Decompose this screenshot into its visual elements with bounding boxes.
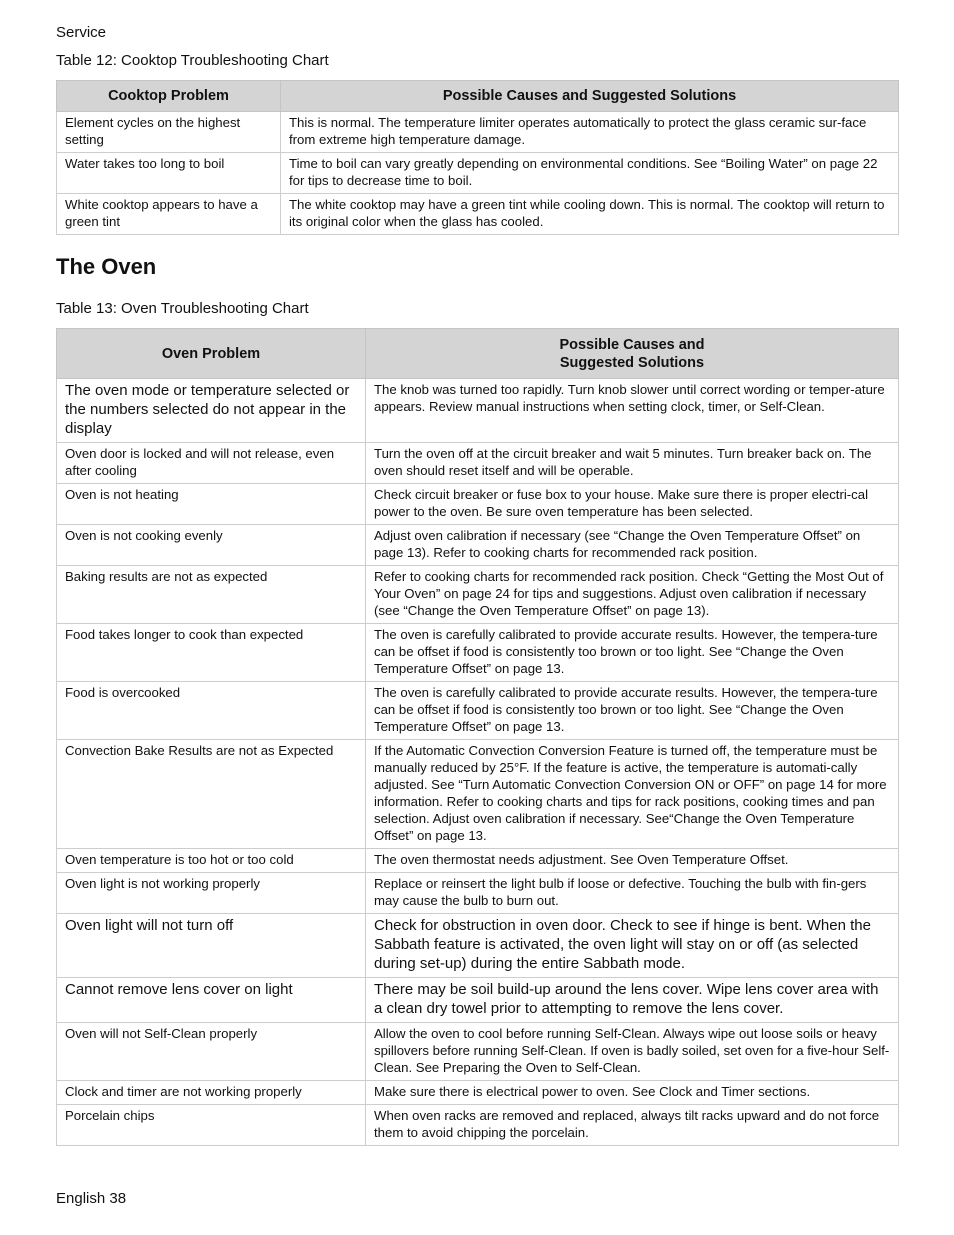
cooktop-troubleshooting-table: [56, 80, 899, 235]
problem-cell: Oven door is locked and will not release, even after cooling: [57, 443, 366, 484]
table-row: [57, 194, 899, 235]
table-row: [57, 1023, 899, 1081]
table-row: [57, 682, 899, 740]
table-row: [57, 379, 899, 443]
page-footer: English 38: [56, 1190, 127, 1207]
solution-cell: Make sure there is electrical power to oven. See Clock and Timer sections.: [366, 1081, 899, 1105]
section-label: Service: [56, 24, 107, 41]
table-row: [57, 1081, 899, 1105]
solution-cell: Allow the oven to cool before running Self-Clean. Always wipe out loose soils or heavy spillovers before running Self-Clean. If oven is badly soiled, set oven for a five-hour Self-Clean. See Preparing the Oven to Self-Clean.: [366, 1023, 899, 1081]
solution-cell: Check for obstruction in oven door. Check to see if hinge is bent. When the Sabbath feature is activated, the oven light will stay on or off (as selected during set-up) during the entire Sabbath mode.: [366, 914, 899, 978]
solution-cell: There may be soil build-up around the lens cover. Wipe lens cover area with a clean dry towel prior to attempting to remove the lens cover.: [366, 978, 899, 1023]
problem-cell: Food is overcooked: [57, 682, 366, 740]
problem-cell: Cannot remove lens cover on light: [57, 978, 366, 1023]
solution-cell: The oven is carefully calibrated to provide accurate results. However, the tempera-ture can be offset if food is consistently too brown or too light. See “Change the Oven Temperature Offset” on page 13.: [366, 682, 899, 740]
table-row: [57, 873, 899, 914]
column-header-solutions-label: Possible Causes and Suggested Solutions: [559, 336, 705, 371]
solution-cell: Adjust oven calibration if necessary (see “Change the Oven Temperature Offset” on page 13). Refer to cooking charts for recommended rack position.: [366, 525, 899, 566]
problem-cell: Oven will not Self-Clean properly: [57, 1023, 366, 1081]
problem-cell: Convection Bake Results are not as Expected: [57, 740, 366, 849]
solution-cell: This is normal. The temperature limiter operates automatically to protect the glass ceramic sur-face from extreme high temperature damage.: [281, 112, 899, 153]
solution-cell: Replace or reinsert the light bulb if loose or defective. Touching the bulb with fin-gers may cause the bulb to burn out.: [366, 873, 899, 914]
table-row: [57, 740, 899, 849]
table-row: [57, 112, 899, 153]
cooktop-table-caption: Table 12: Cooktop Troubleshooting Chart: [56, 52, 329, 69]
problem-cell: Baking results are not as expected: [57, 566, 366, 624]
solution-cell: If the Automatic Convection Conversion Feature is turned off, the temperature must be manually reduced by 25°F. If the feature is active, the temperature is automati-cally adjusted. See “Turn Automatic Convection Conversion ON or OFF” on page 14 for more information. Refer to cooking charts and tips for rack positions, cooking times and pan selection. Adjust oven calibration if necessary. See“Change the Oven Temperature Offset” on page 13.: [366, 740, 899, 849]
table-row: [57, 849, 899, 873]
problem-cell: Clock and timer are not working properly: [57, 1081, 366, 1105]
column-header-solutions: Possible Causes and Suggested Solutions: [281, 81, 899, 112]
solution-cell: The oven thermostat needs adjustment. See Oven Temperature Offset.: [366, 849, 899, 873]
table-row: [57, 914, 899, 978]
solution-cell: Time to boil can vary greatly depending on environmental conditions. See “Boiling Water” on page 22 for tips to decrease time to boil.: [281, 153, 899, 194]
table-row: [57, 443, 899, 484]
table-row: [57, 525, 899, 566]
problem-cell: Oven is not heating: [57, 484, 366, 525]
oven-troubleshooting-table: [56, 328, 899, 1146]
solution-cell: When oven racks are removed and replaced, always tilt racks upward and do not force them to avoid chipping the porcelain.: [366, 1105, 899, 1146]
problem-cell: Oven light will not turn off: [57, 914, 366, 978]
solution-cell: Refer to cooking charts for recommended rack position. Check “Getting the Most Out of Your Oven” on page 24 for tips and suggestions. Adjust oven calibration if necessary (see “Change the Oven Temperature Offset” on page 13).: [366, 566, 899, 624]
problem-cell: Oven is not cooking evenly: [57, 525, 366, 566]
solution-cell: The knob was turned too rapidly. Turn knob slower until correct wording or temper-ature appears. Review manual instructions when setting clock, timer, or Self-Clean.: [366, 379, 899, 443]
table-row: [57, 566, 899, 624]
oven-section-heading: The Oven: [56, 254, 157, 279]
problem-cell: White cooktop appears to have a green tint: [57, 194, 281, 235]
column-header-solutions: [366, 329, 899, 379]
table-row: [57, 484, 899, 525]
table-row: [57, 624, 899, 682]
problem-cell: Element cycles on the highest setting: [57, 112, 281, 153]
oven-table-caption: Table 13: Oven Troubleshooting Chart: [56, 300, 309, 317]
solution-cell: The oven is carefully calibrated to provide accurate results. However, the tempera-ture can be offset if food is consistently too brown or too light. See “Change the Oven Temperature Offset” on page 13.: [366, 624, 899, 682]
problem-cell: Porcelain chips: [57, 1105, 366, 1146]
solution-cell: The white cooktop may have a green tint while cooling down. This is normal. The cooktop will return to its original color when the glass has cooled.: [281, 194, 899, 235]
problem-cell: Food takes longer to cook than expected: [57, 624, 366, 682]
solution-cell: Turn the oven off at the circuit breaker and wait 5 minutes. Turn breaker back on. The oven should reset itself and will be operable.: [366, 443, 899, 484]
table-row: [57, 1105, 899, 1146]
problem-cell: Oven light is not working properly: [57, 873, 366, 914]
solution-cell: Check circuit breaker or fuse box to your house. Make sure there is proper electri-cal power to the oven. Be sure oven temperature has been selected.: [366, 484, 899, 525]
problem-cell: Water takes too long to boil: [57, 153, 281, 194]
problem-cell: The oven mode or temperature selected or the numbers selected do not appear in the display: [57, 379, 366, 443]
problem-cell: Oven temperature is too hot or too cold: [57, 849, 366, 873]
column-header-problem: Cooktop Problem: [57, 81, 281, 112]
table-row: [57, 153, 899, 194]
column-header-problem: Oven Problem: [57, 329, 366, 379]
table-row: [57, 978, 899, 1023]
table-header-row: [57, 329, 899, 379]
table-header-row: [57, 81, 899, 112]
